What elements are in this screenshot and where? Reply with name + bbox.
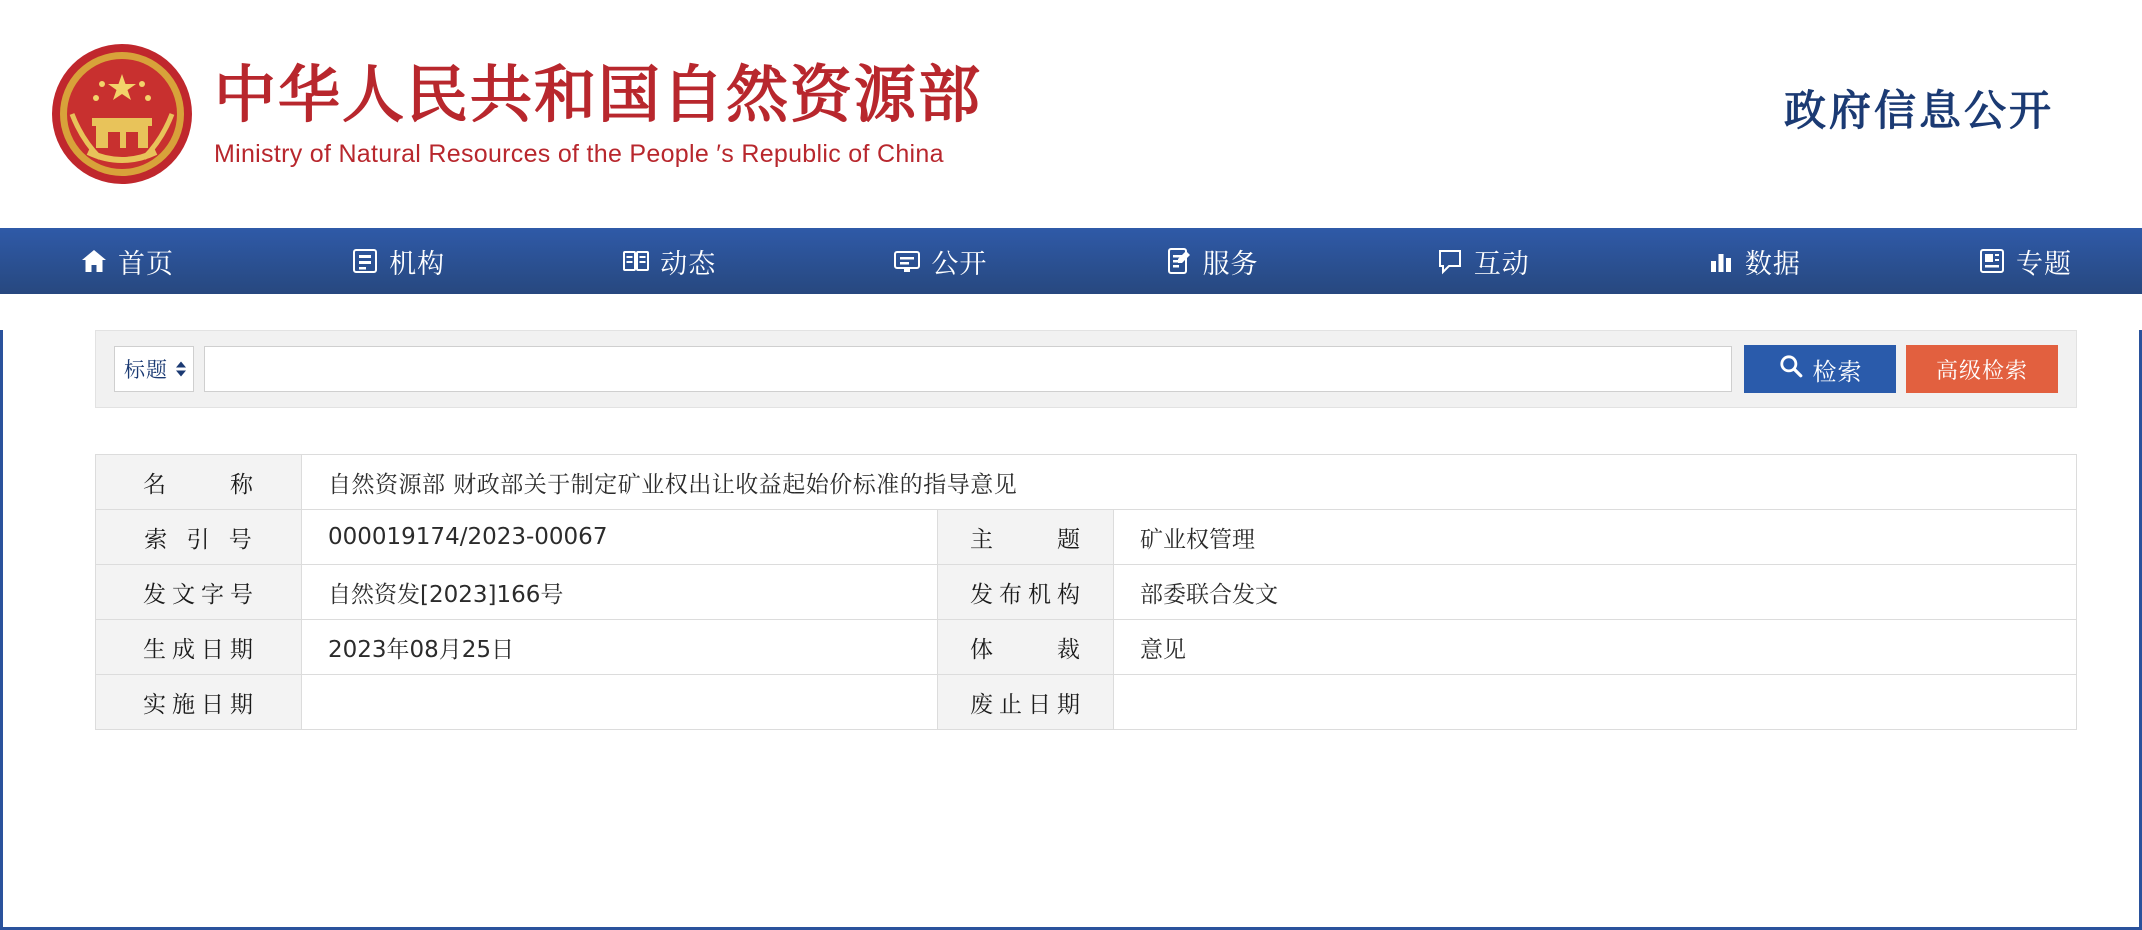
nav-item-interaction[interactable] <box>1436 242 1530 281</box>
page-frame <box>0 330 2142 930</box>
advanced-search-label: 高级检索 <box>1935 358 2028 384</box>
value-created-date: 2023年08月25日 <box>302 620 938 675</box>
value-name: 自然资源部 财政部关于制定矿业权出让收益起始价标准的指导意见 <box>302 455 2077 510</box>
search-input[interactable] <box>204 346 1732 392</box>
nav-item-topic[interactable] <box>1978 242 2072 281</box>
label-issuing-agency: 发布机构 <box>938 565 1114 620</box>
value-repeal-date <box>1114 675 2077 730</box>
nav-label-service: 服务 <box>1202 248 1259 280</box>
value-document-number: 自然资发[2023]166号 <box>302 565 938 620</box>
magnifier-icon <box>1778 353 1804 385</box>
main-content <box>95 330 2077 730</box>
nav-item-news[interactable] <box>622 242 716 281</box>
label-subject: 主 题 <box>938 510 1114 565</box>
search-button[interactable] <box>1744 345 1896 393</box>
topic-panel-icon <box>1978 247 2006 275</box>
nav-label-topic: 专题 <box>2015 248 2072 280</box>
home-icon <box>80 247 108 275</box>
nav-label-news: 动态 <box>660 248 717 280</box>
label-created-date: 生成日期 <box>96 620 302 675</box>
national-emblem-icon <box>48 40 196 188</box>
search-field-label: 标题 <box>124 358 168 382</box>
advanced-search-button[interactable] <box>1906 345 2058 393</box>
nav-label-interaction: 互动 <box>1473 248 1530 280</box>
updown-arrow-icon <box>176 362 186 377</box>
table-row <box>96 675 2077 730</box>
site-title-block <box>214 59 982 169</box>
nav-item-disclosure[interactable] <box>893 242 987 281</box>
table-row <box>96 510 2077 565</box>
nav-label-disclosure: 公开 <box>931 248 988 280</box>
organization-icon <box>351 247 379 275</box>
search-field-select[interactable] <box>114 346 194 392</box>
value-subject: 矿业权管理 <box>1114 510 2077 565</box>
label-repeal-date: 废止日期 <box>938 675 1114 730</box>
main-navigation[interactable] <box>0 228 2142 294</box>
bar-chart-icon <box>1707 247 1735 275</box>
page-title: 政府信息公开 <box>1783 86 2054 135</box>
table-row <box>96 565 2077 620</box>
table-row-name <box>96 455 2077 510</box>
value-index-number: 000019174/2023-00067 <box>302 510 938 565</box>
news-book-icon <box>622 247 650 275</box>
nav-item-data[interactable] <box>1707 242 1801 281</box>
chat-bubble-icon <box>1436 247 1464 275</box>
value-effective-date <box>302 675 938 730</box>
nav-label-home: 首页 <box>118 248 174 280</box>
nav-item-organization[interactable] <box>351 242 445 281</box>
value-genre: 意见 <box>1114 620 2077 675</box>
nav-item-service[interactable] <box>1165 242 1259 281</box>
document-pen-icon <box>1165 247 1193 275</box>
label-document-number: 发文字号 <box>96 565 302 620</box>
nav-item-home[interactable] <box>80 242 174 281</box>
monitor-icon <box>893 247 921 275</box>
value-issuing-agency: 部委联合发文 <box>1114 565 2077 620</box>
site-header <box>0 0 2142 228</box>
label-genre: 体 裁 <box>938 620 1114 675</box>
label-name: 名 称 <box>96 455 302 510</box>
search-button-label: 检索 <box>1812 357 1863 386</box>
document-info-table <box>95 454 2077 730</box>
table-row <box>96 620 2077 675</box>
label-effective-date: 实施日期 <box>96 675 302 730</box>
nav-label-data: 数据 <box>1744 248 1801 280</box>
search-bar <box>95 330 2077 408</box>
site-title-en: Ministry of Natural Resources of the People ′s Republic of China <box>214 140 944 169</box>
label-index-number: 索 引 号 <box>96 510 302 565</box>
site-title-cn: 中华人民共和国自然资源部 <box>214 57 983 131</box>
nav-label-organization: 机构 <box>389 248 446 280</box>
